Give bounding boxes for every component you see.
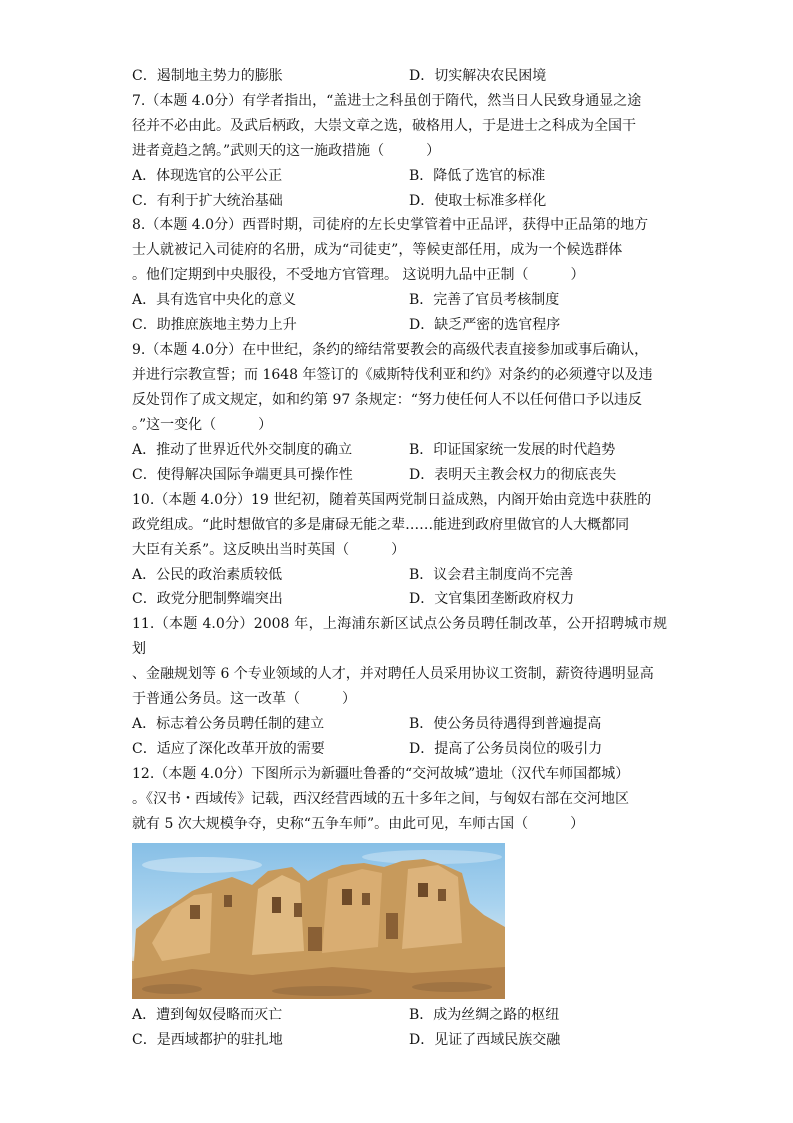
option-d: D．文官集团垄断政府权力 xyxy=(409,591,575,608)
option-d: D．使取士标准多样化 xyxy=(409,192,547,209)
question-8 xyxy=(132,213,667,338)
option-c: C．是西域都护的驻扎地 xyxy=(132,1031,283,1048)
option-c: C．有利于扩大统治基础 xyxy=(132,192,283,209)
option-c: C．适应了深化改革开放的需要 xyxy=(132,740,325,757)
option-d: D．见证了西域民族交融 xyxy=(409,1031,561,1048)
option-d: D．提高了公务员岗位的吸引力 xyxy=(409,740,603,757)
prev-question-options xyxy=(132,64,667,89)
question-11 xyxy=(132,612,667,762)
question-12 xyxy=(132,762,667,1053)
question-7 xyxy=(132,89,667,214)
option-c: C．遏制地主势力的膨胀 xyxy=(132,68,283,84)
option-b: B．降低了选官的标准 xyxy=(409,167,546,184)
question-list xyxy=(132,64,667,1052)
option-a: A．推动了世界近代外交制度的确立 xyxy=(132,441,353,458)
option-b: B．使公务员待遇得到普遍提高 xyxy=(409,716,602,733)
question-stem: 8.（本题 4.0分）西晋时期，司徒府的左长史掌管着中正品评，获得中正品第的地方 士人就被记入司徒府的名册，成为“司徒吏”，等候吏部任用，成为一个候选群体 。他们定期到中央服役，不受地方官管理。 这说明九品中正制（ ） xyxy=(132,217,649,284)
question-options xyxy=(132,164,667,214)
question-stem: 11.（本题 4.0分）2008 年，上海浦东新区试点公务员聘任制改革，公开招聘城市规划 、金融规划等 6 个专业领域的人才，并对聘任人员采用协议工资制，薪资待遇明显高 于普通公务员。这一改革（ ） xyxy=(132,616,667,708)
question-stem: 12.（本题 4.0分）下图所示为新疆吐鲁番的“交河故城”遗址（汉代车师国都城） 。《汉书・西域传》记载，西汉经营西域的五十多年之间，与匈奴右部在交河地区 就有 5 次大规模争夺，史称“五争车师”。由此可见，车师古国（ ） xyxy=(132,765,630,832)
option-a: A．公民的政治素质较低 xyxy=(132,566,283,583)
question-options xyxy=(132,1003,667,1053)
option-d: D．缺乏严密的选官程序 xyxy=(409,317,561,334)
question-9 xyxy=(132,338,667,488)
option-a: A．具有选官中央化的意义 xyxy=(132,292,297,309)
option-c: C．政党分肥制弊端突出 xyxy=(132,591,283,608)
option-a: A．遭到匈奴侵略而灭亡 xyxy=(132,1006,283,1023)
option-d: D．切实解决农民困境 xyxy=(409,68,547,84)
question-options xyxy=(132,438,667,488)
option-d: D．表明天主教会权力的彻底丧失 xyxy=(409,466,617,483)
question-stem: 7.（本题 4.0分）有学者指出，“盖进士之科虽创于隋代，然当日人民致身通显之途 径并不必由此。及武后柄政，大崇文章之选，破格用人，于是进士之科成为全国干 进者竟趋之鹄。”武则天的这一施政措施（ ） xyxy=(132,92,642,159)
question-options xyxy=(132,288,667,338)
jiaohe-ruins-photo xyxy=(132,843,505,999)
option-a: A．体现选官的公平公正 xyxy=(132,167,283,184)
question-options xyxy=(132,712,667,762)
question-options xyxy=(132,563,667,613)
option-b: B．完善了官员考核制度 xyxy=(409,292,560,309)
option-b: B．印证国家统一发展的时代趋势 xyxy=(409,441,616,458)
option-c: C．助推庶族地主势力上升 xyxy=(132,317,297,334)
option-b: B．成为丝绸之路的枢纽 xyxy=(409,1006,560,1023)
option-a: A．标志着公务员聘任制的建立 xyxy=(132,716,325,733)
option-c: C．使得解决国际争端更具可操作性 xyxy=(132,466,353,483)
question-stem: 10.（本题 4.0分）19 世纪初，随着英国两党制日益成熟，内阁开始由竞选中获胜的 政党组成。“此时想做官的多是庸碌无能之辈……能进到政府里做官的人大概都同 大臣有关系”。这反映出当时英国（ ） xyxy=(132,491,652,558)
question-stem: 9.（本题 4.0分）在中世纪，条约的缔结常要教会的高级代表直接参加或事后确认， 并进行宗教宣誓；而 1648 年签订的《威斯特伐利亚和约》对条约的必须遵守以及违 反处罚作了成文规定，如和约第 97 条规定：“努力使任何人不以任何借口予以违反 。”这一变化（ ） xyxy=(132,341,653,433)
ruins-illustration xyxy=(132,843,505,999)
option-b: B．议会君主制度尚不完善 xyxy=(409,566,574,583)
question-10 xyxy=(132,488,667,613)
